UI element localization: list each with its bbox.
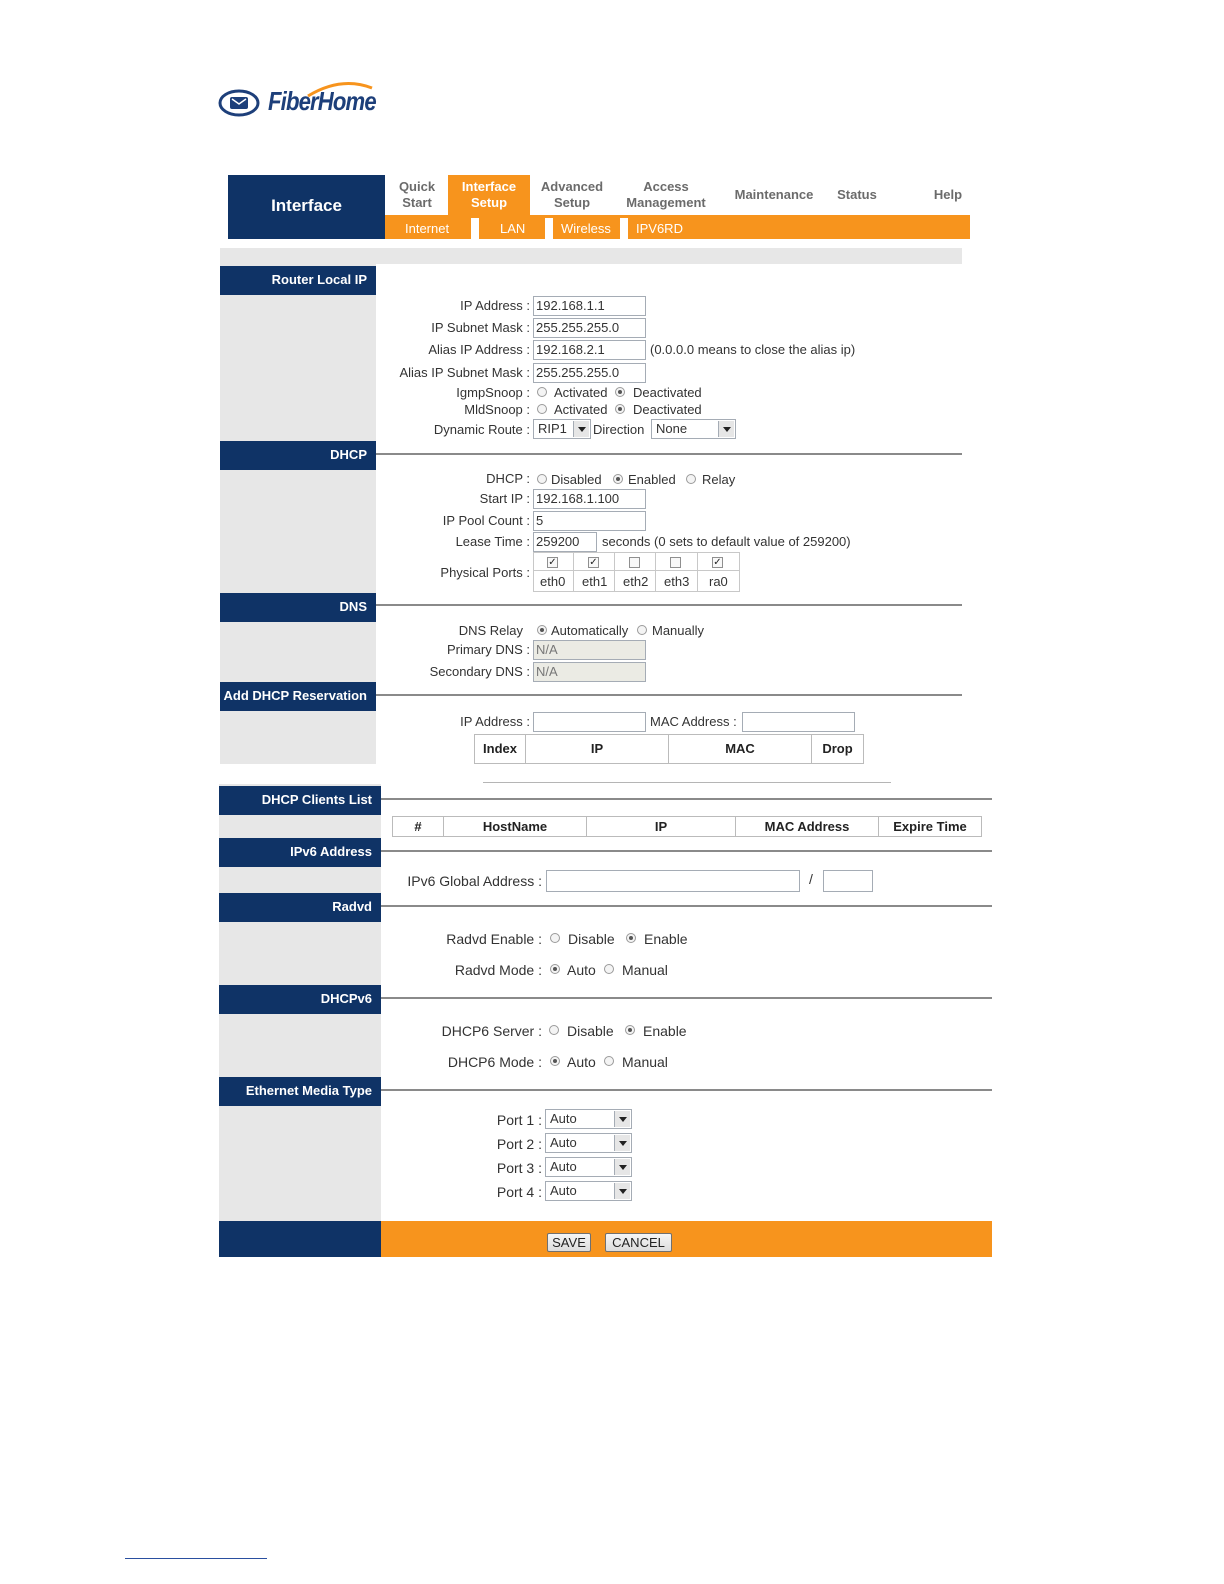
dns-auto-radio[interactable]: [537, 625, 547, 635]
divider: [483, 782, 891, 783]
dhcp6-disable-label: Disable: [567, 1023, 614, 1039]
chevron-down-icon: [614, 1183, 630, 1199]
ports-row-divider: [533, 570, 740, 571]
fiberhome-logo: [218, 80, 378, 124]
direction-label: Direction: [593, 422, 645, 437]
alias-subnet-input[interactable]: 255.255.255.0: [533, 363, 646, 383]
igmp-activated-radio[interactable]: [537, 387, 547, 397]
dhcp-relay-label: Relay: [702, 472, 736, 487]
tab-access-management[interactable]: Access Management: [626, 179, 706, 210]
alias-ip-label: Alias IP Address :: [428, 342, 530, 357]
port-checkbox-eth3[interactable]: [670, 557, 681, 568]
cancel-button[interactable]: CANCEL: [605, 1233, 672, 1252]
port-label-eth2: eth2: [623, 574, 649, 589]
ip-address-label: IP Address :: [460, 298, 530, 313]
radvd-disable-label: Disable: [568, 931, 615, 947]
port-cell-eth3: [656, 552, 698, 592]
reservation-ip-label: IP Address :: [460, 714, 530, 729]
radvd-enable-option-label: Enable: [644, 931, 688, 947]
igmp-activated-label: Activated: [554, 385, 608, 400]
section-dhcp: DHCP: [220, 441, 376, 470]
mld-deactivated-label: Deactivated: [633, 402, 702, 417]
reservation-ip-input[interactable]: [533, 712, 646, 732]
radvd-disable-radio[interactable]: [550, 933, 560, 943]
port-label-eth3: eth3: [664, 574, 690, 589]
divider: [381, 997, 992, 999]
tab-interface-setup[interactable]: Interface Setup: [461, 179, 517, 210]
port4-label: Port 4 :: [496, 1184, 542, 1200]
dns-relay-label: DNS Relay: [458, 623, 523, 638]
logo-emblem-icon: [218, 88, 260, 118]
dhcp6-manual-radio[interactable]: [604, 1056, 614, 1066]
port-label-ra0: ra0: [709, 574, 728, 589]
radvd-auto-radio[interactable]: [550, 964, 560, 974]
chevron-down-icon: [573, 421, 589, 437]
clients-col-expire: Expire Time: [878, 816, 982, 837]
footer-bar: [381, 1221, 992, 1257]
radvd-manual-label: Manual: [622, 962, 668, 978]
dhcp6-disable-radio[interactable]: [549, 1025, 559, 1035]
reservation-col-drop: Drop: [811, 734, 864, 764]
ip-pool-count-label: IP Pool Count :: [442, 513, 530, 528]
dns-manual-radio[interactable]: [637, 625, 647, 635]
section-router-local-ip: Router Local IP: [220, 266, 376, 295]
tab-maintenance[interactable]: Maintenance: [734, 187, 814, 202]
port-cell-ra0: [698, 552, 740, 592]
footer-left-block: [219, 1221, 381, 1257]
subtab-lan[interactable]: LAN: [500, 221, 526, 236]
dhcp-enabled-label: Enabled: [628, 472, 676, 487]
dhcp-relay-radio[interactable]: [686, 474, 696, 484]
subtab-internet[interactable]: Internet: [405, 221, 450, 236]
chevron-down-icon: [718, 421, 734, 437]
section-radvd: Radvd: [219, 893, 381, 922]
radvd-enable-label: Radvd Enable :: [446, 931, 542, 947]
section-ipv6-address: IPv6 Address: [219, 838, 381, 867]
dhcp-enabled-radio[interactable]: [613, 474, 623, 484]
dns-auto-label: Automatically: [551, 623, 629, 638]
brand-name: FiberHome: [268, 86, 376, 116]
chevron-down-icon: [614, 1135, 630, 1151]
ipv6-global-label: IPv6 Global Address :: [407, 873, 542, 889]
divider: [381, 1089, 992, 1091]
port-cell-eth1: [574, 552, 615, 592]
clients-col-hostname: HostName: [443, 816, 587, 837]
chevron-down-icon: [614, 1159, 630, 1175]
mld-activated-radio[interactable]: [537, 404, 547, 414]
igmp-snoop-label: IgmpSnoop :: [456, 385, 530, 400]
port2-media-select[interactable]: Auto: [545, 1133, 632, 1153]
port-cell-eth0: [533, 552, 574, 592]
radvd-mode-label: Radvd Mode :: [454, 962, 542, 978]
port3-media-select[interactable]: Auto: [545, 1157, 632, 1177]
port3-label: Port 3 :: [496, 1160, 542, 1176]
save-button[interactable]: SAVE: [547, 1233, 591, 1252]
ipv6-prefix-slash: /: [809, 871, 813, 887]
igmp-deactivated-label: Deactivated: [633, 385, 702, 400]
dhcp6-auto-label: Auto: [567, 1054, 596, 1070]
ip-pool-count-input[interactable]: 5: [533, 511, 646, 531]
divider: [376, 694, 962, 696]
dynamic-route-label: Dynamic Route :: [433, 422, 530, 437]
reservation-col-index: Index: [474, 734, 526, 764]
clients-col-index: #: [392, 816, 444, 837]
tab-help[interactable]: Help: [933, 187, 963, 202]
subtab-divider-3: [620, 218, 628, 239]
reservation-col-ip: IP: [525, 734, 669, 764]
footnote-rule: [125, 1558, 267, 1559]
ipv6-global-input[interactable]: [546, 870, 800, 892]
port-checkbox-ra0[interactable]: ✓: [713, 557, 722, 568]
divider: [381, 798, 992, 800]
igmp-deactivated-radio[interactable]: [615, 387, 625, 397]
dhcp-mode-label: DHCP :: [486, 471, 530, 486]
port2-label: Port 2 :: [496, 1136, 542, 1152]
lease-time-input[interactable]: 259200: [533, 532, 597, 552]
ipv6-prefix-input[interactable]: [823, 870, 873, 892]
dns-manual-label: Manually: [652, 623, 705, 638]
clients-col-mac: MAC Address: [735, 816, 879, 837]
chevron-down-icon: [614, 1111, 630, 1127]
lease-time-note: seconds (0 sets to default value of 259200): [602, 534, 851, 549]
subtab-ipv6rd[interactable]: IPV6RD: [636, 221, 683, 236]
dhcp6-enable-label: Enable: [643, 1023, 687, 1039]
mld-snoop-label: MldSnoop :: [464, 402, 530, 417]
lease-time-label: Lease Time :: [455, 534, 530, 549]
dhcp6-mode-label: DHCP6 Mode :: [447, 1054, 542, 1070]
subtab-divider-2: [545, 218, 553, 239]
dynamic-route-select[interactable]: RIP1: [533, 419, 591, 439]
port-checkbox-eth0[interactable]: ✓: [548, 557, 557, 568]
dhcp-disabled-label: Disabled: [551, 472, 602, 487]
logo-swoosh-icon: [306, 80, 376, 100]
port-checkbox-eth1[interactable]: ✓: [589, 557, 598, 568]
dhcp-disabled-radio[interactable]: [537, 474, 547, 484]
section-dns: DNS: [220, 593, 376, 622]
port-cell-eth2: [615, 552, 656, 592]
subtab-divider-1: [471, 218, 479, 239]
divider: [381, 905, 992, 907]
page-section-title: Interface: [271, 196, 342, 215]
radvd-manual-radio[interactable]: [604, 964, 614, 974]
secondary-dns-input[interactable]: N/A: [533, 662, 646, 682]
mld-deactivated-radio[interactable]: [615, 404, 625, 414]
dhcp6-auto-radio[interactable]: [550, 1056, 560, 1066]
subtab-wireless[interactable]: Wireless: [561, 221, 611, 236]
primary-dns-input[interactable]: N/A: [533, 640, 646, 660]
secondary-dns-label: Secondary DNS :: [429, 664, 530, 679]
tab-advanced-setup[interactable]: Advanced Setup: [540, 179, 604, 210]
radvd-enable-radio[interactable]: [626, 933, 636, 943]
port4-media-select[interactable]: Auto: [545, 1181, 632, 1201]
divider: [381, 850, 992, 852]
reservation-mac-input[interactable]: [742, 712, 855, 732]
divider: [376, 604, 962, 606]
dhcp6-enable-radio[interactable]: [625, 1025, 635, 1035]
tab-status[interactable]: Status: [837, 187, 877, 202]
section-dhcpv6: DHCPv6: [219, 985, 381, 1014]
subnet-mask-label: IP Subnet Mask :: [431, 320, 530, 335]
subnet-mask-input[interactable]: 255.255.255.0: [533, 318, 646, 338]
alias-ip-input[interactable]: 192.168.2.1: [533, 340, 646, 360]
header-gray-strip: [220, 248, 962, 264]
dhcp6-manual-label: Manual: [622, 1054, 668, 1070]
divider: [376, 453, 962, 455]
section-ethernet-media-type: Ethernet Media Type: [219, 1077, 381, 1106]
radvd-auto-label: Auto: [567, 962, 596, 978]
section-dhcp-clients-list: DHCP Clients List: [219, 786, 381, 815]
primary-dns-label: Primary DNS :: [446, 642, 530, 657]
port-label-eth1: eth1: [582, 574, 608, 589]
reservation-col-mac: MAC: [668, 734, 812, 764]
physical-ports-label: Physical Ports :: [440, 565, 530, 580]
direction-select[interactable]: None: [651, 419, 736, 439]
reservation-mac-label: MAC Address :: [650, 714, 737, 729]
port1-label: Port 1 :: [496, 1112, 542, 1128]
port-label-eth0: eth0: [540, 574, 566, 589]
alias-ip-note: (0.0.0.0 means to close the alias ip): [650, 342, 856, 357]
tab-quick-start[interactable]: Quick Start: [398, 179, 436, 210]
port-checkbox-eth2[interactable]: [629, 557, 640, 568]
section-add-dhcp-reservation: Add DHCP Reservation: [220, 682, 376, 711]
clients-col-ip: IP: [586, 816, 736, 837]
alias-subnet-label: Alias IP Subnet Mask :: [399, 365, 530, 380]
ip-address-input[interactable]: 192.168.1.1: [533, 296, 646, 316]
port1-media-select[interactable]: Auto: [545, 1109, 632, 1129]
dhcp6-server-label: DHCP6 Server :: [441, 1023, 542, 1039]
start-ip-input[interactable]: 192.168.1.100: [533, 489, 646, 509]
mld-activated-label: Activated: [554, 402, 608, 417]
start-ip-label: Start IP :: [479, 491, 530, 506]
